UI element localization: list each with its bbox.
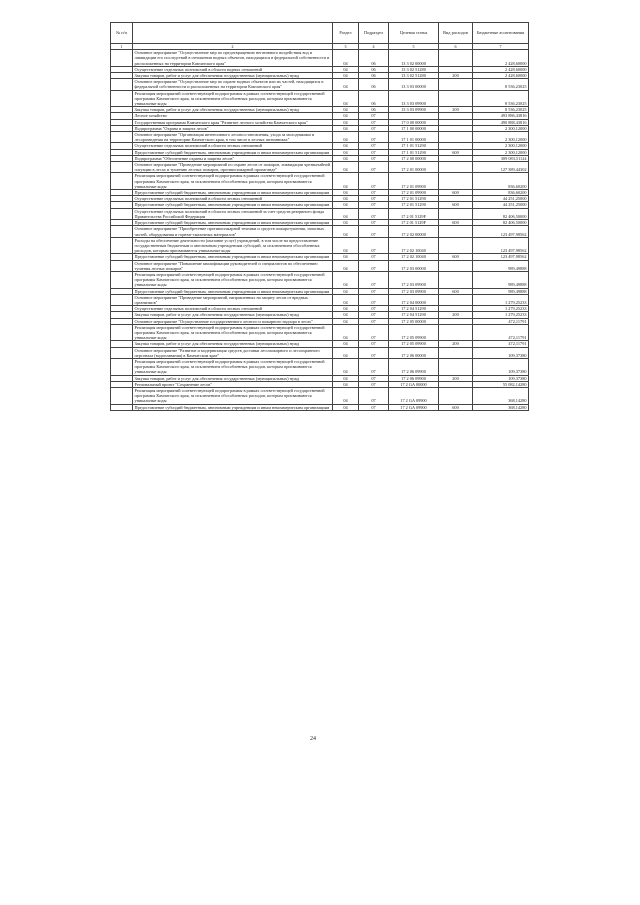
row-sum-cell: 989,49888 — [473, 260, 529, 271]
row-sum-cell: 2 300,12000 — [473, 143, 529, 149]
table-row — [111, 347, 529, 358]
table-row — [111, 90, 529, 107]
row-sum-cell: 1 279,25233 — [473, 294, 529, 305]
row-name-cell: Лесное хозяйство — [133, 113, 333, 119]
row-csr-cell: 13 3 03 09900 — [389, 107, 439, 113]
table-row — [111, 208, 529, 219]
table-header-row — [111, 23, 529, 44]
table-row — [111, 324, 529, 341]
row-sum-cell: 472,11791 — [473, 324, 529, 341]
row-podrazdel-cell: 07 — [359, 404, 389, 410]
row-csr-cell: 17 2 06 09900 — [389, 358, 439, 375]
row-podrazdel-cell: 07 — [359, 347, 389, 358]
row-podrazdel-cell: 07 — [359, 125, 389, 131]
table-row — [111, 271, 529, 288]
row-name-cell: Основное мероприятие "Проведение мероприятий, направленных на защиту лесов от вредных организмов" — [133, 294, 333, 305]
row-sum-cell: 109,37380 — [473, 375, 529, 381]
row-sum-cell: 123 497,98562 — [473, 237, 529, 254]
row-podrazdel-cell: 07 — [359, 237, 389, 254]
row-sum-cell: 2 300,12000 — [473, 149, 529, 155]
row-razdel-cell: 04 — [333, 173, 359, 190]
row-razdel-cell: 04 — [333, 318, 359, 324]
row-csr-cell: 17 0 00 00000 — [389, 119, 439, 125]
row-podrazdel-cell: 07 — [359, 288, 389, 294]
row-razdel-cell: 04 — [333, 196, 359, 202]
header-csr: Целевая статья — [389, 23, 439, 44]
row-csr-cell: 17 1 01 00000 — [389, 132, 439, 143]
row-razdel-cell: 04 — [333, 341, 359, 347]
row-sum-cell: 472,11791 — [473, 341, 529, 347]
row-name-cell: Предоставление субсидий бюджетным, автономным учреждениям и иным некоммерческим организациям — [133, 254, 333, 260]
row-razdel-cell: 04 — [333, 226, 359, 237]
row-vr-cell: 600 — [439, 288, 473, 294]
row-sum-cell: 836,60200 — [473, 173, 529, 190]
row-podrazdel-cell: 07 — [359, 294, 389, 305]
table-row — [111, 260, 529, 271]
row-name-cell: Осуществление отдельных полномочий в области лесных отношений — [133, 306, 333, 312]
row-razdel-cell: 04 — [333, 162, 359, 173]
row-csr-cell: 17 2 02 10040 — [389, 254, 439, 260]
row-name-cell: Реализация мероприятий соответствующей подпрограммы в рамках соответствующей государственной программы Камчатского края, за исключением обособленных расходов, которым присваиваются уникальные коды — [133, 387, 333, 404]
row-razdel-cell: 04 — [333, 119, 359, 125]
row-csr-cell: 17 2 GA 00000 — [389, 381, 439, 387]
row-name-cell: Основное мероприятие "Развитие и модернизация средств доставки лесопожарного и лесоохранного персонала (водоплавания) в Камчатском крае" — [133, 347, 333, 358]
row-razdel-cell: 04 — [333, 324, 359, 341]
page-number: 24 — [310, 736, 316, 742]
row-csr-cell: 17 2 04 51290 — [389, 312, 439, 318]
row-sum-cell: 55 082,14280 — [473, 381, 529, 387]
row-name-cell: Основное мероприятие "Приобретение противопожарной техники и средств пожаротушения, запасных частей, оборудования и горюче-смазочных материалов" — [133, 226, 333, 237]
row-sum-cell: 109,37380 — [473, 358, 529, 375]
row-sum-cell: 2 428,60000 — [473, 50, 529, 67]
row-name-cell: Расходы на обеспечение деятельности (оказание услуг) учреждений, в том числе на предоставление государственным бюджетным и автономным учреждениям субсидий, за исключением обособленных расходов, которым присваиваются уникальные коды — [133, 237, 333, 254]
row-razdel-cell: 04 — [333, 202, 359, 208]
row-sum-cell: 836,60200 — [473, 190, 529, 196]
row-razdel-cell: 04 — [333, 237, 359, 254]
row-vr-cell — [439, 50, 473, 67]
row-name-cell: Основное мероприятие "Организация интенсивного лесовосстановления, ухода за молодняками и лесоразведения на территории Камчатского края, в том числе в лесных питомниках" — [133, 132, 333, 143]
row-razdel-cell: 04 — [333, 66, 359, 72]
header-razdel: Раздел — [333, 23, 359, 44]
row-sum-cell: 82 406,50000 — [473, 208, 529, 219]
row-name-cell: Закупка товаров, работ и услуг для обеспечения государственных (муниципальных) нужд — [133, 341, 333, 347]
row-podrazdel-cell: 07 — [359, 306, 389, 312]
row-num-cell — [111, 50, 133, 67]
row-sum-cell: 2 300,12000 — [473, 132, 529, 143]
row-name-cell: Осуществление отдельных полномочий в области лесных отношений — [133, 196, 333, 202]
row-podrazdel-cell: 07 — [359, 149, 389, 155]
row-csr-cell: 17 2 GA 09900 — [389, 387, 439, 404]
row-num-cell — [111, 173, 133, 190]
row-num-cell — [111, 404, 133, 410]
row-name-cell: Предоставление субсидий бюджетным, автономным учреждениям и иным некоммерческим организациям — [133, 190, 333, 196]
row-vr-cell: 600 — [439, 404, 473, 410]
row-csr-cell: 17 1 00 00000 — [389, 125, 439, 131]
row-podrazdel-cell: 07 — [359, 324, 389, 341]
row-razdel-cell: 04 — [333, 113, 359, 119]
row-name-cell: Закупка товаров, работ и услуг для обеспечения государственных (муниципальных) нужд — [133, 312, 333, 318]
row-razdel-cell: 04 — [333, 107, 359, 113]
row-vr-cell — [439, 347, 473, 358]
row-num-cell — [111, 358, 133, 375]
row-csr-cell: 17 2 06 00000 — [389, 347, 439, 358]
row-razdel-cell: 04 — [333, 79, 359, 90]
row-razdel-cell: 04 — [333, 90, 359, 107]
col-number: 5 — [389, 44, 439, 50]
col-number: 3 — [333, 44, 359, 50]
col-number: 4 — [359, 44, 389, 50]
row-sum-cell: 127 389,44302 — [473, 162, 529, 173]
row-csr-cell: 17 2 01 5129F — [389, 220, 439, 226]
row-num-cell — [111, 347, 133, 358]
row-name-cell: Региональный проект "Сохранение лесов" — [133, 381, 333, 387]
row-podrazdel-cell: 07 — [359, 318, 389, 324]
row-csr-cell: 13 3 02 00000 — [389, 50, 439, 67]
row-csr-cell: 13 3 02 51280 — [389, 66, 439, 72]
row-podrazdel-cell: 07 — [359, 226, 389, 237]
row-name-cell: Предоставление субсидий бюджетным, автономным учреждениям и иным некоммерческим организациям — [133, 404, 333, 410]
row-sum-cell: 368,14280 — [473, 404, 529, 410]
row-podrazdel-cell: 06 — [359, 66, 389, 72]
row-podrazdel-cell: 07 — [359, 196, 389, 202]
row-sum-cell: 8 536,23025 — [473, 90, 529, 107]
row-name-cell: Реализация мероприятий соответствующей подпрограммы в рамках соответствующей государственной программы Камчатского края, за исключением обособленных расходов, которым присваиваются уникальные коды — [133, 90, 333, 107]
row-csr-cell: 17 2 00 00000 — [389, 155, 439, 161]
row-sum-cell: 1 279,25233 — [473, 312, 529, 318]
row-podrazdel-cell: 07 — [359, 208, 389, 219]
row-name-cell: Предоставление субсидий бюджетным, автономным учреждениям и иным некоммерческим организациям — [133, 202, 333, 208]
row-razdel-cell: 04 — [333, 254, 359, 260]
row-name-cell: Подпрограмма "Обеспечение охраны и защиты лесов" — [133, 155, 333, 161]
row-name-cell: Основное мероприятие "Осуществление государственного лесного и пожарного надзора в лесах" — [133, 318, 333, 324]
row-csr-cell: 17 2 06 09900 — [389, 375, 439, 381]
row-name-cell: Закупка товаров, работ и услуг для обеспечения государственных (муниципальных) нужд — [133, 375, 333, 381]
row-vr-cell: 600 — [439, 149, 473, 155]
row-razdel-cell: 04 — [333, 220, 359, 226]
row-vr-cell: 200 — [439, 73, 473, 79]
col-number: 2 — [133, 44, 333, 50]
header-sum: Бюджетные ассигнования — [473, 23, 529, 44]
row-razdel-cell: 04 — [333, 312, 359, 318]
row-razdel-cell: 04 — [333, 387, 359, 404]
row-podrazdel-cell: 06 — [359, 73, 389, 79]
row-podrazdel-cell: 07 — [359, 381, 389, 387]
row-podrazdel-cell: 07 — [359, 260, 389, 271]
row-name-cell: Реализация мероприятий соответствующей подпрограммы в рамках соответствующей государственной программы Камчатского края, за исключением обособленных расходов, которым присваиваются уникальные коды — [133, 173, 333, 190]
table-row — [111, 79, 529, 90]
row-sum-cell: 490 888,43816 — [473, 119, 529, 125]
row-num-cell — [111, 226, 133, 237]
col-number: 6 — [439, 44, 473, 50]
row-sum-cell: 8 536,23025 — [473, 79, 529, 90]
table-row — [111, 404, 529, 410]
row-name-cell: Осуществление отдельных полномочий в области лесных отношений — [133, 143, 333, 149]
table-row — [111, 162, 529, 173]
row-podrazdel-cell: 07 — [359, 162, 389, 173]
row-num-cell — [111, 260, 133, 271]
row-csr-cell: 17 2 01 5129F — [389, 208, 439, 219]
row-vr-cell — [439, 90, 473, 107]
row-vr-cell: 200 — [439, 312, 473, 318]
table-row — [111, 50, 529, 67]
row-num-cell — [111, 387, 133, 404]
row-sum-cell: 123 497,98562 — [473, 226, 529, 237]
row-sum-cell: 2 428,60000 — [473, 66, 529, 72]
row-name-cell: Закупка товаров, работ и услуг для обеспечения государственных (муниципальных) нужд — [133, 107, 333, 113]
row-csr-cell: 17 2 02 10040 — [389, 237, 439, 254]
row-razdel-cell: 04 — [333, 260, 359, 271]
row-csr-cell: 17 2 01 00000 — [389, 162, 439, 173]
budget-table-sheet — [110, 22, 528, 411]
row-name-cell: Реализация мероприятий соответствующей подпрограммы в рамках соответствующей государственной программы Камчатского края, за исключением обособленных расходов, которым присваиваются уникальные коды — [133, 324, 333, 341]
row-podrazdel-cell: 07 — [359, 375, 389, 381]
row-sum-cell: 989,49888 — [473, 288, 529, 294]
col-number: 7 — [473, 44, 529, 50]
row-podrazdel-cell: 07 — [359, 113, 389, 119]
row-sum-cell: 989,49888 — [473, 271, 529, 288]
table-row — [111, 173, 529, 190]
row-podrazdel-cell: 07 — [359, 220, 389, 226]
row-razdel-cell: 04 — [333, 375, 359, 381]
row-csr-cell: 17 2 05 09900 — [389, 324, 439, 341]
row-vr-cell — [439, 79, 473, 90]
row-sum-cell: 1 279,25233 — [473, 306, 529, 312]
row-num-cell — [111, 208, 133, 219]
row-razdel-cell: 04 — [333, 208, 359, 219]
row-csr-cell: 17 1 01 51290 — [389, 149, 439, 155]
row-sum-cell: 123 497,98562 — [473, 254, 529, 260]
row-vr-cell: 600 — [439, 190, 473, 196]
row-csr-cell: 13 3 03 09900 — [389, 90, 439, 107]
row-razdel-cell: 04 — [333, 347, 359, 358]
row-vr-cell — [439, 132, 473, 143]
row-podrazdel-cell: 07 — [359, 155, 389, 161]
table-row — [111, 237, 529, 254]
row-num-cell — [111, 324, 133, 341]
row-razdel-cell: 04 — [333, 73, 359, 79]
row-vr-cell — [439, 208, 473, 219]
row-podrazdel-cell: 07 — [359, 173, 389, 190]
row-razdel-cell: 04 — [333, 155, 359, 161]
row-name-cell: Основное мероприятие "Осуществление мер по предотвращению негативного воздействия вод и ликвидации его последствий в отношении водных объектов, находящихся в федеральной собственности и расположенных на территории Камчатского края" — [133, 50, 333, 67]
row-razdel-cell: 04 — [333, 288, 359, 294]
row-csr-cell: 17 2 03 00000 — [389, 260, 439, 271]
row-podrazdel-cell: 07 — [359, 119, 389, 125]
header-name — [133, 23, 333, 44]
row-podrazdel-cell: 06 — [359, 79, 389, 90]
row-csr-cell: 17 2 05 09900 — [389, 341, 439, 347]
row-name-cell: Основное мероприятие "Осуществление мер по охране водных объектов или их частей, находящихся в федеральной собственности и расположенных на территории Камчатского края" — [133, 79, 333, 90]
row-podrazdel-cell: 07 — [359, 341, 389, 347]
row-num-cell — [111, 294, 133, 305]
row-podrazdel-cell: 07 — [359, 254, 389, 260]
row-num-cell — [111, 132, 133, 143]
row-sum-cell: 8 536,23025 — [473, 107, 529, 113]
row-csr-cell: 17 2 04 00000 — [389, 294, 439, 305]
row-razdel-cell: 04 — [333, 143, 359, 149]
row-csr-cell: 17 2 03 09900 — [389, 271, 439, 288]
row-csr-cell: 17 2 01 51290 — [389, 196, 439, 202]
row-csr-cell: 17 2 04 51290 — [389, 306, 439, 312]
row-vr-cell: 200 — [439, 107, 473, 113]
table-row — [111, 132, 529, 143]
row-name-cell: Осуществление отдельных полномочий в области водных отношений — [133, 66, 333, 72]
row-sum-cell: 44 251,25000 — [473, 202, 529, 208]
table-row — [111, 387, 529, 404]
row-csr-cell: 13 3 02 51280 — [389, 73, 439, 79]
row-razdel-cell: 04 — [333, 381, 359, 387]
row-name-cell: Подпрограмма "Охрана и защита лесов" — [133, 125, 333, 131]
row-vr-cell — [439, 358, 473, 375]
row-csr-cell: 17 2 01 09900 — [389, 173, 439, 190]
row-vr-cell: 600 — [439, 220, 473, 226]
row-podrazdel-cell: 07 — [359, 190, 389, 196]
row-razdel-cell: 04 — [333, 271, 359, 288]
table-row — [111, 358, 529, 375]
row-podrazdel-cell: 06 — [359, 50, 389, 67]
row-name-cell: Предоставление субсидий бюджетным, автономным учреждениям и иным некоммерческим организациям — [133, 288, 333, 294]
header-podrazdel: Подраздел — [359, 23, 389, 44]
row-vr-cell — [439, 173, 473, 190]
row-vr-cell — [439, 294, 473, 305]
row-razdel-cell: 04 — [333, 50, 359, 67]
row-num-cell — [111, 237, 133, 254]
row-vr-cell: 600 — [439, 254, 473, 260]
row-razdel-cell: 04 — [333, 306, 359, 312]
row-razdel-cell: 04 — [333, 149, 359, 155]
row-name-cell: Предоставление субсидий бюджетным, автономным учреждениям и иным некоммерческим организациям — [133, 220, 333, 226]
row-num-cell — [111, 90, 133, 107]
row-csr-cell: 17 2 03 09900 — [389, 288, 439, 294]
row-razdel-cell: 04 — [333, 294, 359, 305]
row-vr-cell — [439, 162, 473, 173]
row-num-cell — [111, 271, 133, 288]
row-name-cell: Основное мероприятие "Проведение мероприятий по охране лесов от пожаров, ликвидации чрезвычайной ситуации в лесах и тушению лесных пожаров, противопожарной пропаганде" — [133, 162, 333, 173]
row-sum-cell: 472,11791 — [473, 318, 529, 324]
row-vr-cell — [439, 260, 473, 271]
row-sum-cell: 493 886,43816 — [473, 113, 529, 119]
row-num-cell — [111, 162, 133, 173]
table-row — [111, 226, 529, 237]
row-sum-cell: 82 406,50000 — [473, 220, 529, 226]
row-name-cell: Осуществление отдельных полномочий в области лесных отношений за счет средств резервного фонда Правительства Российской Федерации — [133, 208, 333, 219]
row-csr-cell: 13 3 03 00000 — [389, 79, 439, 90]
row-sum-cell: 2 428,60000 — [473, 73, 529, 79]
row-name-cell: Реализация мероприятий соответствующей подпрограммы в рамках соответствующей государственной программы Камчатского края, за исключением обособленных расходов, которым присваиваются уникальные коды — [133, 271, 333, 288]
table-row — [111, 294, 529, 305]
row-name-cell: Основное мероприятие "Повышение квалификации руководителей и специалистов по обеспечению тушения лесных пожаров" — [133, 260, 333, 271]
row-vr-cell — [439, 226, 473, 237]
row-vr-cell: 200 — [439, 375, 473, 381]
row-vr-cell: 600 — [439, 202, 473, 208]
row-sum-cell: 109,37380 — [473, 347, 529, 358]
row-csr-cell: 17 1 01 51290 — [389, 143, 439, 149]
header-vr: Вид расходов — [439, 23, 473, 44]
col-number: 1 — [111, 44, 133, 50]
row-podrazdel-cell: 07 — [359, 312, 389, 318]
row-razdel-cell: 04 — [333, 404, 359, 410]
row-razdel-cell: 04 — [333, 125, 359, 131]
row-sum-cell: 2 300,12000 — [473, 125, 529, 131]
row-vr-cell — [439, 324, 473, 341]
row-podrazdel-cell: 07 — [359, 358, 389, 375]
row-csr-cell: 17 2 02 00000 — [389, 226, 439, 237]
row-vr-cell — [439, 387, 473, 404]
row-vr-cell: 200 — [439, 341, 473, 347]
row-podrazdel-cell: 07 — [359, 387, 389, 404]
row-podrazdel-cell: 07 — [359, 202, 389, 208]
row-podrazdel-cell: 06 — [359, 90, 389, 107]
row-name-cell: Государственная программа Камчатского края "Развитие лесного хозяйства Камчатского края" — [133, 119, 333, 125]
row-vr-cell — [439, 271, 473, 288]
row-num-cell — [111, 79, 133, 90]
row-podrazdel-cell: 07 — [359, 143, 389, 149]
row-name-cell: Реализация мероприятий соответствующей подпрограммы в рамках соответствующей государственной программы Камчатского края, за исключением обособленных расходов, которым присваиваются уникальные коды — [133, 358, 333, 375]
row-razdel-cell: 04 — [333, 190, 359, 196]
row-sum-cell: 368,14280 — [473, 387, 529, 404]
row-podrazdel-cell: 06 — [359, 107, 389, 113]
row-sum-cell: 309 083,51124 — [473, 155, 529, 161]
row-name-cell: Предоставление субсидий бюджетным, автономным учреждениям и иным некоммерческим организациям — [133, 149, 333, 155]
row-vr-cell — [439, 237, 473, 254]
row-podrazdel-cell: 07 — [359, 132, 389, 143]
row-sum-cell: 44 251,25000 — [473, 196, 529, 202]
row-csr-cell: 17 2 GA 09900 — [389, 404, 439, 410]
budget-table — [110, 22, 529, 411]
row-podrazdel-cell: 07 — [359, 271, 389, 288]
row-razdel-cell: 04 — [333, 358, 359, 375]
row-csr-cell: 17 2 05 00000 — [389, 318, 439, 324]
header-num: № п/п — [111, 23, 133, 44]
row-name-cell: Закупка товаров, работ и услуг для обеспечения государственных (муниципальных) нужд — [133, 73, 333, 79]
row-csr-cell: 17 2 01 51290 — [389, 202, 439, 208]
row-razdel-cell: 04 — [333, 132, 359, 143]
row-csr-cell: 17 2 01 09900 — [389, 190, 439, 196]
